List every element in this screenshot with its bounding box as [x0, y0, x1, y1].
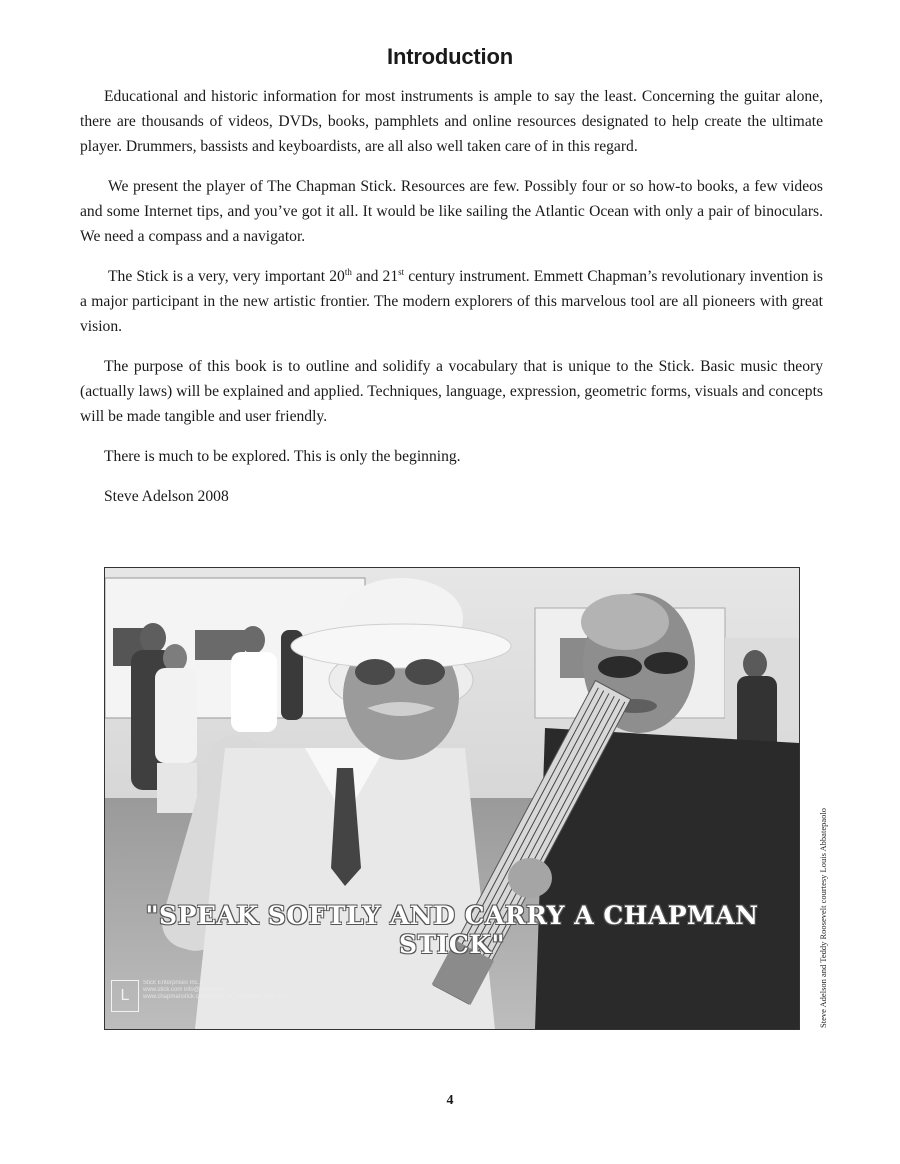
watermark-line: www.stick.com info@stick.com [143, 987, 225, 993]
superscript: th [344, 266, 352, 277]
watermark-line: www.chapmanstick.com/guide_to_chapman_stick.htm [143, 994, 287, 1000]
introduction-body [80, 84, 823, 524]
paragraph-beginning: There is much to be explored. This is only the beginning. [104, 448, 461, 465]
author-signature: Steve Adelson 2008 [104, 488, 229, 505]
logo-icon: L [111, 980, 139, 1012]
paragraph-chapman-stick: We present the player of The Chapman Stick. Resources are few. Possibly four or so how-to books, a few videos and some Internet tips, and you’ve got it all. It would be like sailing the Atlantic Ocean with only a pair of binoculars. We need a compass and a navigator. [80, 178, 823, 245]
paragraph-purpose: The purpose of this book is to outline and solidify a vocabulary that is unique to the Stick. Basic music theory (actually laws) will be explained and applied. Techniques, language, expression, geometric forms, visuals and concepts will be made tangible and user friendly. [80, 358, 823, 425]
photo-credit: Steve Adelson and Teddy Roosevelt courtesy Louis Abbatepaolo [818, 808, 828, 1028]
paragraph-text: century instrument. Emmett Chapman’s revolutionary invention is a major participant in the new artistic frontier. The modern explorers of this marvelous tool are all pioneers with great vision. [80, 268, 823, 335]
watermark-line: Stick Enterprises Inc. [143, 980, 200, 986]
paragraph-important-instrument [80, 264, 823, 339]
photo-illustration [105, 568, 799, 1029]
paragraph-resources: Educational and historic information for most instruments is ample to say the least. Concerning the guitar alone, there are thousands of videos, DVDs, books, pamphlets and online resources designated to help create the ultimate player. Drummers, bassists and keyboardists, are all also well taken care of in this regard. [80, 88, 823, 155]
superscript: st [398, 266, 405, 277]
photo [104, 567, 800, 1030]
paragraph-text: The Stick is a very, very important 20 [108, 268, 345, 285]
page-number: 4 [446, 1093, 454, 1108]
page-title: Introduction [387, 44, 513, 69]
photo-watermark [143, 980, 363, 1001]
paragraph-text: and 21 [351, 268, 399, 285]
photo-caption: "SPEAK SOFTLY AND CARRY A CHAPMAN STICK" [145, 901, 759, 959]
